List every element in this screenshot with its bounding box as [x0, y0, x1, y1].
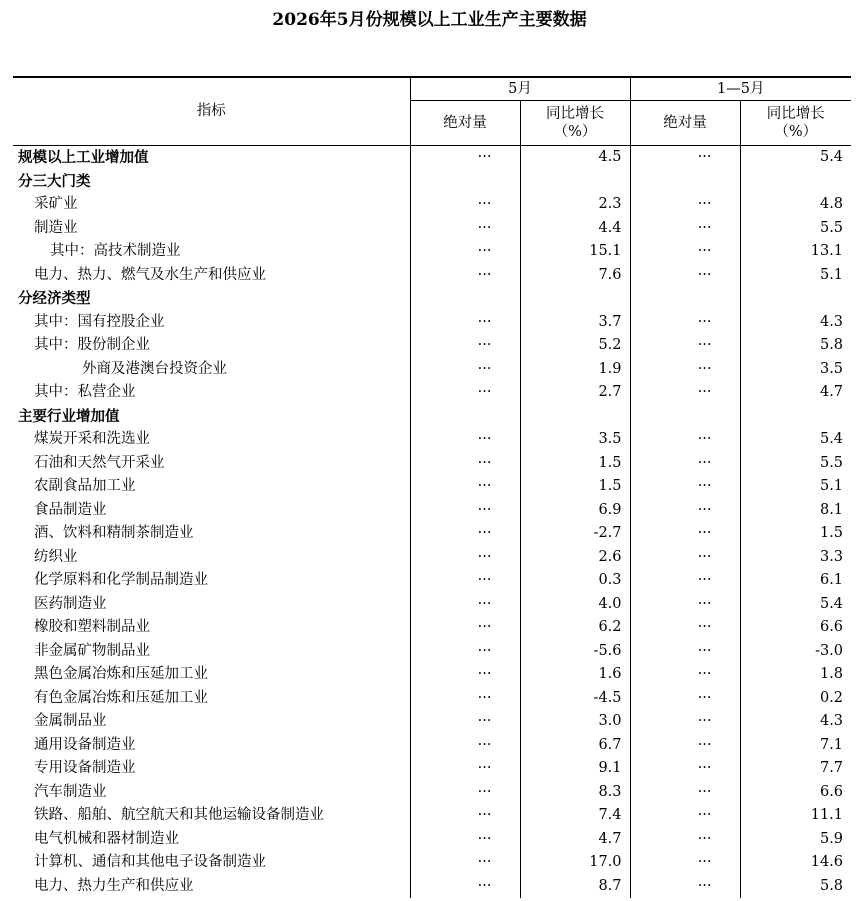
- may-yoy-growth: 3.0: [520, 710, 630, 734]
- may-yoy-growth: 6.9: [520, 499, 630, 523]
- may-absolute-value: [410, 405, 520, 429]
- table-row: [13, 499, 851, 523]
- table-row: [13, 264, 851, 288]
- table-row: [13, 170, 851, 194]
- row-indicator: 金属制品业: [34, 713, 107, 729]
- may-absolute-value: ···: [410, 546, 520, 570]
- may-yoy-growth: 5.2: [520, 334, 630, 358]
- ytd-yoy-growth: 5.5: [740, 217, 851, 241]
- table-body: [13, 146, 851, 899]
- row-indicator: 其中：国有控股企业: [34, 313, 165, 330]
- ytd-yoy-growth: [740, 170, 851, 194]
- may-yoy-growth: 4.7: [520, 828, 630, 852]
- table-row: [13, 593, 851, 617]
- row-indicator: 专用设备制造业: [34, 760, 136, 776]
- may-yoy-growth: 9.1: [520, 757, 630, 781]
- ytd-yoy-growth: 6.6: [740, 781, 851, 805]
- table-row: [13, 146, 851, 170]
- header-ytd-yoy: [740, 101, 851, 146]
- table-row: [13, 287, 851, 311]
- ytd-yoy-growth: 7.7: [740, 757, 851, 781]
- may-absolute-value: ···: [410, 616, 520, 640]
- may-yoy-growth: -4.5: [520, 687, 630, 711]
- ytd-absolute-value: ···: [630, 452, 740, 476]
- ytd-absolute-value: ···: [630, 475, 740, 499]
- row-indicator: 电力、热力生产和供应业: [34, 877, 194, 894]
- ytd-yoy-growth: 1.8: [740, 663, 851, 687]
- may-absolute-value: ···: [410, 687, 520, 711]
- table-row: [13, 217, 851, 241]
- ytd-absolute-value: [630, 287, 740, 311]
- row-indicator: 铁路、船舶、航空航天和其他运输设备制造业: [34, 807, 324, 823]
- ytd-absolute-value: ···: [630, 522, 740, 546]
- header-may-abs: 绝对量: [410, 101, 520, 146]
- may-absolute-value: ···: [410, 804, 520, 828]
- ytd-yoy-growth: 3.3: [740, 546, 851, 570]
- table-row: [13, 193, 851, 217]
- may-absolute-value: ···: [410, 452, 520, 476]
- table-row: [13, 875, 851, 899]
- table-row: [13, 240, 851, 264]
- table-row: [13, 546, 851, 570]
- may-yoy-growth: 7.6: [520, 264, 630, 288]
- may-absolute-value: ···: [410, 193, 520, 217]
- may-absolute-value: ···: [410, 428, 520, 452]
- row-indicator: 规模以上工业增加值: [18, 149, 149, 166]
- header-yoy-line1: 同比增长: [766, 106, 825, 122]
- row-indicator: 食品制造业: [34, 501, 107, 518]
- ytd-yoy-growth: [740, 287, 851, 311]
- row-indicator: 黑色金属冶炼和压延加工业: [34, 666, 208, 682]
- table-row: [13, 640, 851, 664]
- row-indicator: 其中：高技术制造业: [50, 243, 181, 259]
- row-indicator: 橡胶和塑料制品业: [34, 619, 150, 635]
- ytd-yoy-growth: [740, 405, 851, 429]
- ytd-absolute-value: ···: [630, 381, 740, 405]
- row-indicator: 电气机械和器材制造业: [34, 830, 179, 847]
- ytd-absolute-value: ···: [630, 334, 740, 358]
- row-indicator: 石油和天然气开采业: [34, 454, 165, 471]
- ytd-absolute-value: ···: [630, 875, 740, 899]
- row-indicator: 通用设备制造业: [34, 736, 136, 753]
- header-jan-may: 1—5月: [630, 77, 851, 101]
- may-absolute-value: ···: [410, 381, 520, 405]
- may-yoy-growth: -5.6: [520, 640, 630, 664]
- may-absolute-value: [410, 287, 520, 311]
- ytd-yoy-growth: 4.3: [740, 311, 851, 335]
- row-indicator: 其中：股份制企业: [34, 337, 150, 353]
- ytd-yoy-growth: 5.8: [740, 875, 851, 899]
- may-absolute-value: ···: [410, 663, 520, 687]
- may-absolute-value: ···: [410, 499, 520, 523]
- row-indicator: 电力、热力、燃气及水生产和供应业: [34, 266, 266, 283]
- ytd-absolute-value: ···: [630, 616, 740, 640]
- ytd-yoy-growth: 5.1: [740, 475, 851, 499]
- table-row: [13, 710, 851, 734]
- ytd-yoy-growth: 5.8: [740, 334, 851, 358]
- header-yoy-line2: （%）: [553, 124, 597, 140]
- may-yoy-growth: 3.5: [520, 428, 630, 452]
- table-row: [13, 616, 851, 640]
- may-absolute-value: ···: [410, 217, 520, 241]
- row-indicator: 汽车制造业: [34, 783, 107, 800]
- row-indicator: 其中：私营企业: [34, 384, 136, 400]
- header-yoy-line1: 同比增长: [546, 106, 604, 122]
- ytd-yoy-growth: 5.1: [740, 264, 851, 288]
- ytd-yoy-growth: 5.4: [740, 593, 851, 617]
- table-row: [13, 851, 851, 875]
- table-row: [13, 381, 851, 405]
- ytd-yoy-growth: 8.1: [740, 499, 851, 523]
- may-yoy-growth: 1.5: [520, 452, 630, 476]
- ytd-absolute-value: ···: [630, 640, 740, 664]
- ytd-absolute-value: ···: [630, 358, 740, 382]
- ytd-yoy-growth: 6.1: [740, 569, 851, 593]
- may-yoy-growth: 3.7: [520, 311, 630, 335]
- ytd-absolute-value: ···: [630, 687, 740, 711]
- table-row: [13, 452, 851, 476]
- may-absolute-value: ···: [410, 828, 520, 852]
- ytd-absolute-value: ···: [630, 781, 740, 805]
- ytd-absolute-value: ···: [630, 217, 740, 241]
- ytd-absolute-value: ···: [630, 757, 740, 781]
- may-absolute-value: ···: [410, 851, 520, 875]
- row-indicator: 纺织业: [34, 548, 78, 565]
- data-table: [13, 76, 851, 898]
- may-absolute-value: ···: [410, 522, 520, 546]
- ytd-absolute-value: [630, 405, 740, 429]
- row-indicator: 农副食品加工业: [34, 478, 136, 494]
- table-row: [13, 757, 851, 781]
- row-indicator: 分经济类型: [18, 290, 91, 307]
- ytd-absolute-value: ···: [630, 499, 740, 523]
- ytd-yoy-growth: 4.7: [740, 381, 851, 405]
- ytd-yoy-growth: 13.1: [740, 240, 851, 264]
- ytd-yoy-growth: 6.6: [740, 616, 851, 640]
- row-indicator: 外商及港澳台投资企业: [82, 360, 227, 377]
- ytd-absolute-value: ···: [630, 734, 740, 758]
- ytd-yoy-growth: 4.3: [740, 710, 851, 734]
- page-title: 2026年5月份规模以上工业生产主要数据: [272, 10, 587, 30]
- row-indicator: 非金属矿物制品业: [34, 642, 150, 659]
- may-yoy-growth: 17.0: [520, 851, 630, 875]
- ytd-absolute-value: ···: [630, 851, 740, 875]
- may-yoy-growth: [520, 287, 630, 311]
- may-yoy-growth: [520, 405, 630, 429]
- ytd-yoy-growth: 7.1: [740, 734, 851, 758]
- ytd-yoy-growth: 5.9: [740, 828, 851, 852]
- header-indicator: 指标: [13, 77, 410, 146]
- may-yoy-growth: 6.7: [520, 734, 630, 758]
- row-indicator: 制造业: [34, 219, 78, 236]
- ytd-yoy-growth: 11.1: [740, 804, 851, 828]
- may-absolute-value: ···: [410, 358, 520, 382]
- may-absolute-value: [410, 170, 520, 194]
- may-absolute-value: ···: [410, 757, 520, 781]
- may-absolute-value: ···: [410, 734, 520, 758]
- table-row: [13, 569, 851, 593]
- ytd-yoy-growth: 14.6: [740, 851, 851, 875]
- may-yoy-growth: 4.0: [520, 593, 630, 617]
- may-yoy-growth: 8.7: [520, 875, 630, 899]
- may-yoy-growth: -2.7: [520, 522, 630, 546]
- row-indicator: 化学原料和化学制品制造业: [34, 572, 208, 588]
- row-indicator: 采矿业: [34, 196, 78, 212]
- row-indicator: 分三大门类: [18, 172, 91, 190]
- row-indicator: 医药制造业: [34, 595, 107, 612]
- may-yoy-growth: [520, 170, 630, 194]
- header-yoy-line2: （%）: [774, 124, 818, 140]
- ytd-yoy-growth: 4.8: [740, 193, 851, 217]
- may-absolute-value: ···: [410, 264, 520, 288]
- ytd-absolute-value: ···: [630, 569, 740, 593]
- may-yoy-growth: 2.3: [520, 193, 630, 217]
- ytd-absolute-value: ···: [630, 264, 740, 288]
- may-absolute-value: ···: [410, 311, 520, 335]
- ytd-absolute-value: ···: [630, 804, 740, 828]
- may-yoy-growth: 15.1: [520, 240, 630, 264]
- row-indicator: 有色金属冶炼和压延加工业: [34, 689, 208, 706]
- may-yoy-growth: 4.5: [520, 146, 630, 170]
- ytd-absolute-value: ···: [630, 311, 740, 335]
- ytd-absolute-value: ···: [630, 240, 740, 264]
- ytd-absolute-value: ···: [630, 663, 740, 687]
- ytd-absolute-value: ···: [630, 146, 740, 170]
- ytd-absolute-value: ···: [630, 828, 740, 852]
- ytd-absolute-value: ···: [630, 428, 740, 452]
- table-row: [13, 687, 851, 711]
- may-yoy-growth: 1.5: [520, 475, 630, 499]
- table-row: [13, 334, 851, 358]
- may-absolute-value: ···: [410, 569, 520, 593]
- ytd-absolute-value: [630, 170, 740, 194]
- ytd-yoy-growth: 1.5: [740, 522, 851, 546]
- header-may: 5月: [410, 77, 630, 101]
- row-indicator: 主要行业增加值: [18, 407, 120, 425]
- may-absolute-value: ···: [410, 334, 520, 358]
- table-row: [13, 734, 851, 758]
- may-absolute-value: ···: [410, 475, 520, 499]
- may-absolute-value: ···: [410, 781, 520, 805]
- may-absolute-value: ···: [410, 640, 520, 664]
- may-absolute-value: ···: [410, 146, 520, 170]
- row-indicator: 酒、饮料和精制茶制造业: [34, 525, 194, 541]
- table-row: [13, 475, 851, 499]
- table-row: [13, 804, 851, 828]
- may-yoy-growth: 2.6: [520, 546, 630, 570]
- header-may-yoy: [520, 101, 630, 146]
- ytd-absolute-value: ···: [630, 710, 740, 734]
- may-yoy-growth: 0.3: [520, 569, 630, 593]
- row-indicator: 计算机、通信和其他电子设备制造业: [34, 854, 266, 870]
- ytd-yoy-growth: 3.5: [740, 358, 851, 382]
- table-row: [13, 358, 851, 382]
- ytd-yoy-growth: 0.2: [740, 687, 851, 711]
- may-yoy-growth: 6.2: [520, 616, 630, 640]
- table-row: [13, 428, 851, 452]
- may-yoy-growth: 8.3: [520, 781, 630, 805]
- ytd-yoy-growth: 5.4: [740, 428, 851, 452]
- ytd-absolute-value: ···: [630, 546, 740, 570]
- may-yoy-growth: 1.6: [520, 663, 630, 687]
- may-absolute-value: ···: [410, 240, 520, 264]
- may-absolute-value: ···: [410, 875, 520, 899]
- table-row: [13, 522, 851, 546]
- ytd-yoy-growth: 5.5: [740, 452, 851, 476]
- table-row: [13, 311, 851, 335]
- table-row: [13, 781, 851, 805]
- may-absolute-value: ···: [410, 710, 520, 734]
- row-indicator: 煤炭开采和洗选业: [34, 431, 150, 447]
- ytd-absolute-value: ···: [630, 593, 740, 617]
- may-yoy-growth: 1.9: [520, 358, 630, 382]
- may-absolute-value: ···: [410, 593, 520, 617]
- may-yoy-growth: 2.7: [520, 381, 630, 405]
- ytd-yoy-growth: -3.0: [740, 640, 851, 664]
- table-row: [13, 405, 851, 429]
- ytd-absolute-value: ···: [630, 193, 740, 217]
- header-ytd-abs: 绝对量: [630, 101, 740, 146]
- may-yoy-growth: 4.4: [520, 217, 630, 241]
- may-yoy-growth: 7.4: [520, 804, 630, 828]
- ytd-yoy-growth: 5.4: [740, 146, 851, 170]
- table-row: [13, 663, 851, 687]
- table-row: [13, 828, 851, 852]
